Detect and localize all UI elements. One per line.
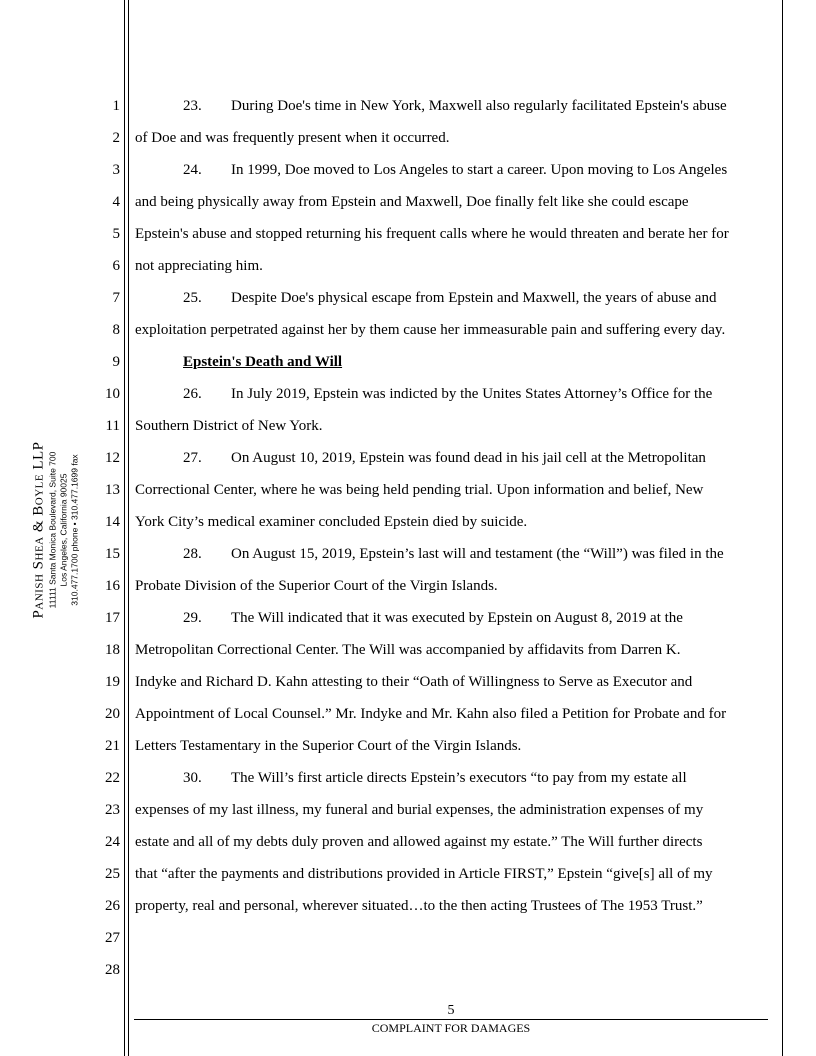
line-number: 11 <box>105 418 120 434</box>
paragraph-26-line <box>183 385 816 403</box>
line-number: 21 <box>105 738 120 754</box>
paragraph-text: In 1999, Doe moved to Los Angeles to start a career. Upon moving to Los Angeles <box>231 162 728 178</box>
paragraph-30-line: property, real and personal, wherever situated…to the then acting Trustees of The 1953 Trust.” <box>135 898 703 914</box>
line-number: 17 <box>105 610 120 626</box>
paragraph-28-line: Probate Division of the Superior Court of the Virgin Islands. <box>135 578 498 594</box>
page-number: 5 <box>447 1003 455 1018</box>
paragraph-number: 25. <box>183 290 202 306</box>
line-number: 6 <box>112 258 120 274</box>
line-number: 24 <box>105 834 120 850</box>
line-number: 25 <box>105 866 120 882</box>
line-number: 27 <box>105 930 120 946</box>
paragraph-28-line <box>183 545 816 563</box>
paragraph-text: On August 10, 2019, Epstein was found dead in his jail cell at the Metropolitan <box>231 450 706 466</box>
firm-address-line-1: 11111 Santa Monica Boulevard, Suite 700 <box>47 451 58 609</box>
paragraph-29-line: Letters Testamentary in the Superior Court of the Virgin Islands. <box>135 738 522 754</box>
line-number: 13 <box>105 482 120 498</box>
line-number: 9 <box>112 354 120 370</box>
paragraph-24-line: not appreciating him. <box>135 258 263 274</box>
paragraph-number: 23. <box>183 98 202 114</box>
paragraph-23-line <box>183 97 816 115</box>
paragraph-number: 30. <box>183 770 202 786</box>
line-number: 18 <box>105 642 120 658</box>
paragraph-27-line <box>183 449 816 467</box>
footer-title: COMPLAINT FOR DAMAGES <box>371 1021 531 1035</box>
paragraph-text: The Will’s first article directs Epstein’s executors “to pay from my estate all <box>231 770 687 786</box>
firm-sidebar <box>20 420 90 640</box>
section-heading <box>183 353 816 371</box>
paragraph-26-line: Southern District of New York. <box>135 418 323 434</box>
firm-address-line-2: Los Angeles, California 90025 <box>58 473 69 587</box>
paragraph-29-line <box>183 609 816 627</box>
paragraph-25-line <box>183 289 816 307</box>
line-number: 16 <box>105 578 120 594</box>
paragraph-number: 29. <box>183 610 202 626</box>
paragraph-27-line: York City’s medical examiner concluded Epstein died by suicide. <box>135 514 528 530</box>
line-number: 12 <box>105 450 120 466</box>
paragraph-30-line: estate and all of my debts duly proven and allowed against my estate.” The Will further directs <box>135 834 703 850</box>
paragraph-number: 28. <box>183 546 202 562</box>
firm-phone-fax: 310.477.1700 phone • 310.477.1699 fax <box>69 454 80 606</box>
line-number: 1 <box>112 98 120 114</box>
line-number: 23 <box>105 802 120 818</box>
line-number: 7 <box>112 290 120 306</box>
paragraph-29-line: Metropolitan Correctional Center. The Will was accompanied by affidavits from Darren K. <box>135 642 681 658</box>
paragraph-25-line: exploitation perpetrated against her by them cause her immeasurable pain and suffering every day. <box>135 322 726 338</box>
line-number: 22 <box>105 770 120 786</box>
line-number: 5 <box>112 226 120 242</box>
paragraph-27-line: Correctional Center, where he was being held pending trial. Upon information and belief, New <box>135 482 704 498</box>
paragraph-text: On August 15, 2019, Epstein’s last will and testament (the “Will”) was filed in the <box>231 546 724 562</box>
paragraph-30-line: expenses of my last illness, my funeral and burial expenses, the administration expenses of my <box>135 802 704 818</box>
paragraph-29-line: Indyke and Richard D. Kahn attesting to their “Oath of Willingness to Serve as Executor and <box>135 674 693 690</box>
paragraph-text: During Doe's time in New York, Maxwell also regularly facilitated Epstein's abuse <box>231 98 727 114</box>
line-number: 20 <box>105 706 120 722</box>
left-margin-rule-inner <box>128 0 129 1056</box>
paragraph-24-line <box>183 161 816 179</box>
line-number: 19 <box>105 674 120 690</box>
firm-name: Panish Shea & Boyle LLP <box>30 441 47 619</box>
line-number: 2 <box>112 130 120 146</box>
right-margin-rule <box>782 0 783 1056</box>
paragraph-text: Despite Doe's physical escape from Epstein and Maxwell, the years of abuse and <box>231 290 717 306</box>
line-number: 14 <box>105 514 120 530</box>
line-number: 3 <box>112 162 120 178</box>
paragraph-number: 27. <box>183 450 202 466</box>
line-number: 4 <box>112 194 120 210</box>
paragraph-text: The Will indicated that it was executed by Epstein on August 8, 2019 at the <box>231 610 683 626</box>
line-number: 8 <box>112 322 120 338</box>
paragraph-29-line: Appointment of Local Counsel.” Mr. Indyke and Mr. Kahn also filed a Petition for Probate and for <box>135 706 727 722</box>
paragraph-text: In July 2019, Epstein was indicted by the Unites States Attorney’s Office for the <box>231 386 713 402</box>
line-number: 15 <box>105 546 120 562</box>
paragraph-number: 24. <box>183 162 202 178</box>
line-number: 28 <box>105 962 120 978</box>
paragraph-24-line: Epstein's abuse and stopped returning his frequent calls where he would threaten and berate her for <box>135 226 729 242</box>
footer-divider <box>134 1019 768 1020</box>
paragraph-30-line <box>183 769 816 787</box>
left-margin-rule <box>124 0 125 1056</box>
paragraph-number: 26. <box>183 386 202 402</box>
line-number: 26 <box>105 898 120 914</box>
paragraph-23-line: of Doe and was frequently present when it occurred. <box>135 130 450 146</box>
paragraph-30-line: that “after the payments and distributions provided in Article FIRST,” Epstein “give[s] all of my <box>135 866 713 882</box>
section-heading-text: Epstein's Death and Will <box>183 354 343 370</box>
paragraph-24-line: and being physically away from Epstein and Maxwell, Doe finally felt like she could escape <box>135 194 689 210</box>
line-number: 10 <box>105 386 120 402</box>
